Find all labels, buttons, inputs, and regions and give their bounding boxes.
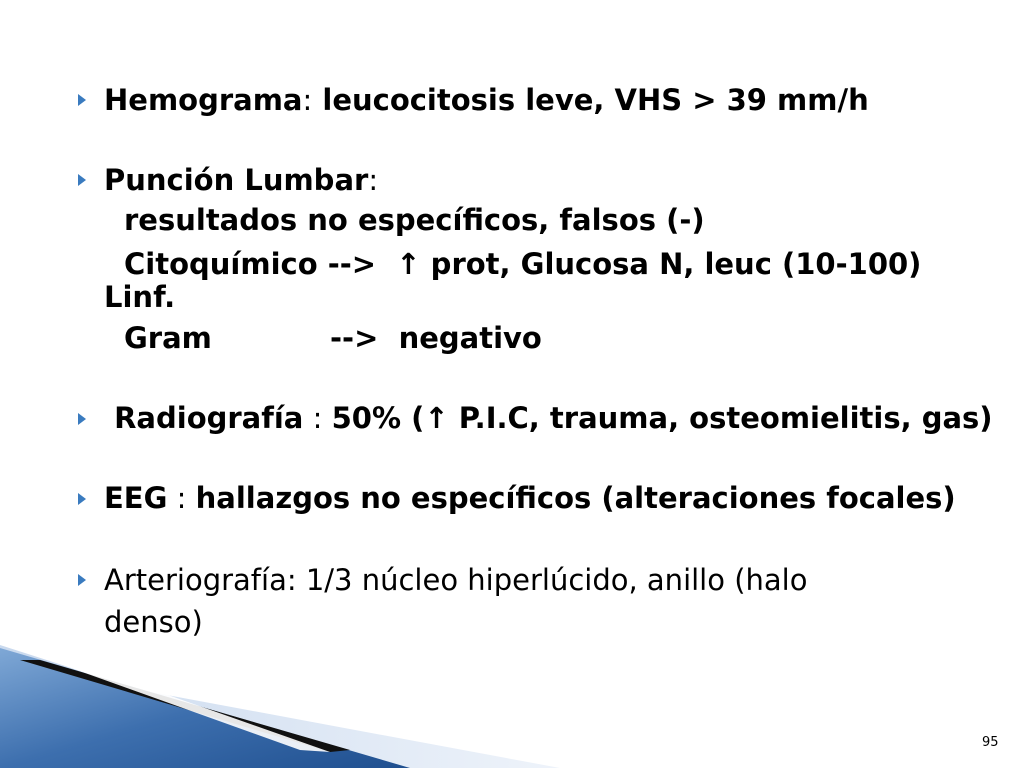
puncion-colon: : [368, 163, 379, 197]
hemograma-colon: : [302, 83, 313, 117]
bullet-hemograma [104, 83, 869, 117]
eeg-sep: : [167, 481, 196, 515]
corner-decoration [0, 600, 560, 768]
arteriografia-continuation: denso) [104, 605, 203, 639]
puncion-linf: Linf. [104, 280, 176, 314]
bullet-arteriografia: Arteriografía: 1/3 núcleo hiperlúcido, anillo (halo [104, 563, 808, 597]
puncion-resultados: resultados no específicos, falsos (-) [124, 203, 705, 237]
eeg-text: hallazgos no específicos (alteraciones focales) [195, 481, 956, 515]
radiografia-sep: : [303, 401, 332, 435]
bullet-arrow-icon [78, 94, 86, 106]
puncion-gram-value: --> negativo [330, 321, 542, 355]
bullet-arrow-icon [78, 413, 86, 425]
bullet-radiografia [104, 401, 993, 435]
bullet-eeg [104, 481, 956, 515]
bullet-arrow-icon [78, 174, 86, 186]
eeg-label: EEG [104, 481, 168, 515]
page-number: 95 [982, 735, 999, 750]
puncion-gram-label: Gram [124, 321, 212, 355]
radiografia-text: 50% (↑ P.I.C, trauma, osteomielitis, gas) [331, 401, 993, 435]
puncion-citoquimico: Citoquímico --> ↑ prot, Glucosa N, leuc (10-100) [124, 247, 922, 281]
bullet-puncion-lumbar [104, 163, 378, 197]
bullet-arrow-icon [78, 574, 86, 586]
puncion-label: Punción Lumbar [104, 163, 369, 197]
radiografia-label: Radiografía [104, 401, 304, 435]
bullet-arrow-icon [78, 493, 86, 505]
hemograma-text: leucocitosis leve, VHS > 39 mm/h [312, 83, 869, 117]
hemograma-label: Hemograma [104, 83, 303, 117]
